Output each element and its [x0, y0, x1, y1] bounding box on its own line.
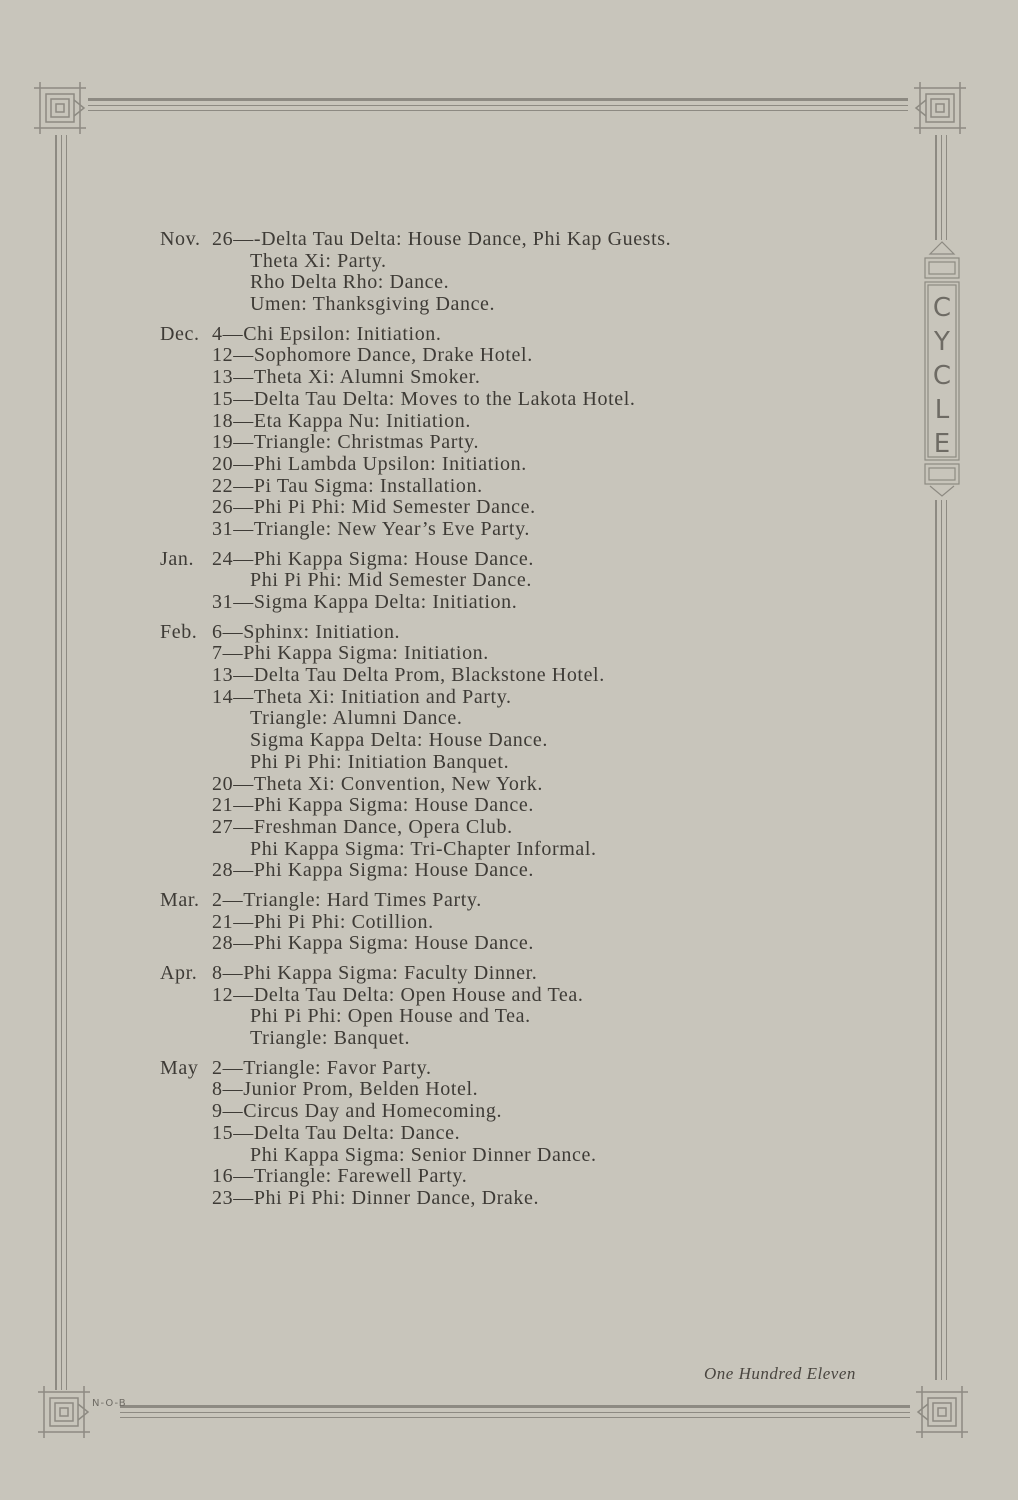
- event-description: Theta Xi: Alumni Smoker.: [253, 366, 481, 389]
- event-text: [212, 665, 880, 687]
- calendar-entry: [160, 454, 880, 476]
- month-block: [160, 963, 880, 1050]
- event-description: Phi Pi Phi: Mid Semester Dance.: [250, 569, 532, 592]
- calendar-entry: [160, 774, 880, 796]
- month-label: Feb.: [160, 620, 198, 643]
- calendar-entry: [160, 294, 880, 316]
- month-label: [160, 912, 212, 934]
- corner-ornament-bottom-right: [914, 1384, 970, 1440]
- event-description: -Delta Tau Delta: House Dance, Phi Kap Guests.: [253, 228, 672, 250]
- month-label: Nov.: [160, 228, 201, 250]
- event-description: Triangle: Farewell Party.: [253, 1165, 468, 1188]
- event-day: 21—: [212, 794, 254, 817]
- event-text: [212, 519, 880, 541]
- month-label: [160, 985, 212, 1007]
- event-text: [212, 1006, 880, 1028]
- event-description: Chi Epsilon: Initiation.: [243, 322, 442, 345]
- event-day: 26—: [212, 228, 254, 250]
- event-day: 14—: [212, 685, 254, 708]
- event-day: 13—: [212, 366, 254, 389]
- event-text: [212, 708, 880, 730]
- calendar-entry: [160, 985, 880, 1007]
- event-day: 7—: [212, 642, 244, 665]
- event-text: [212, 229, 880, 251]
- event-description: Phi Kappa Sigma: House Dance.: [253, 547, 534, 570]
- month-label: [160, 389, 212, 411]
- event-day: 15—: [212, 1121, 254, 1144]
- event-text: [212, 687, 880, 709]
- month-block: [160, 622, 880, 882]
- event-day: 31—: [212, 517, 254, 540]
- event-description: Junior Prom, Belden Hotel.: [243, 1078, 479, 1101]
- month-label: [160, 774, 212, 796]
- calendar-entry: [160, 592, 880, 614]
- bottom-border: [120, 1405, 910, 1408]
- month-label: [160, 1188, 212, 1210]
- month-label: [160, 795, 212, 817]
- calendar-entry: [160, 272, 880, 294]
- event-text: [212, 592, 880, 614]
- event-description: Pi Tau Sigma: Installation.: [253, 474, 483, 497]
- calendar-entry: [160, 1101, 880, 1123]
- calendar-entry: [160, 665, 880, 687]
- calendar-entry: [160, 1079, 880, 1101]
- event-day: 2—: [212, 1056, 244, 1079]
- event-text: [212, 912, 880, 934]
- event-description: Circus Day and Homecoming.: [243, 1100, 503, 1123]
- event-text: [212, 985, 880, 1007]
- event-text: [212, 1101, 880, 1123]
- event-description: Freshman Dance, Opera Club.: [253, 815, 513, 838]
- calendar-entry: [160, 1006, 880, 1028]
- month-label: [160, 665, 212, 687]
- month-label: Dec.: [160, 322, 200, 345]
- month-label: [160, 411, 212, 433]
- cycle-letter: L: [934, 395, 950, 425]
- calendar-entry: [160, 933, 880, 955]
- cycle-letter: C: [932, 293, 952, 323]
- event-description: Triangle: Alumni Dance.: [250, 707, 463, 730]
- month-label: [160, 454, 212, 476]
- month-label: May: [160, 1056, 199, 1079]
- cycle-side-panel: [922, 240, 962, 498]
- calendar-entry: [160, 324, 880, 346]
- bottom-border-inner2: [120, 1417, 910, 1418]
- event-text: [212, 476, 880, 498]
- event-text: [212, 860, 880, 882]
- month-block: [160, 324, 880, 541]
- event-text: [212, 795, 880, 817]
- calendar-entry: [160, 570, 880, 592]
- event-day: 20—: [212, 452, 254, 475]
- event-text: [212, 411, 880, 433]
- event-description: Theta Xi: Party.: [250, 249, 387, 272]
- event-description: Delta Tau Delta Prom, Blackstone Hotel.: [253, 664, 605, 687]
- month-block: [160, 549, 880, 614]
- left-border: [55, 135, 57, 1390]
- event-text: [212, 432, 880, 454]
- event-day: 8—: [212, 1078, 244, 1101]
- artist-initials: N-O-B: [92, 1398, 127, 1409]
- event-day: 18—: [212, 409, 254, 432]
- calendar-entry: [160, 622, 880, 644]
- right-border: [935, 135, 937, 240]
- event-description: Phi Kappa Sigma: Faculty Dinner.: [243, 962, 538, 984]
- top-border: [88, 98, 908, 101]
- event-description: Phi Kappa Sigma: House Dance.: [253, 932, 534, 955]
- event-text: [212, 817, 880, 839]
- top-border-inner2: [88, 110, 908, 111]
- event-description: Umen: Thanksgiving Dance.: [250, 293, 496, 316]
- event-description: Phi Kappa Sigma: House Dance.: [253, 859, 534, 882]
- month-label: [160, 1145, 212, 1167]
- event-day: 20—: [212, 772, 254, 795]
- month-label: [160, 933, 212, 955]
- month-block: [160, 229, 880, 316]
- month-label: [160, 687, 212, 709]
- event-description: Phi Kappa Sigma: House Dance.: [253, 794, 534, 817]
- event-description: Triangle: New Year’s Eve Party.: [253, 517, 530, 540]
- event-text: [212, 367, 880, 389]
- month-label: Mar.: [160, 888, 200, 911]
- calendar-entry: [160, 687, 880, 709]
- calendar-entry: [160, 1188, 880, 1210]
- event-description: Phi Pi Phi: Dinner Dance, Drake.: [253, 1186, 540, 1209]
- event-text: [212, 933, 880, 955]
- event-text: [212, 389, 880, 411]
- month-label: [160, 570, 212, 592]
- corner-ornament-top-left: [32, 80, 88, 136]
- month-label: [160, 432, 212, 454]
- calendar-entry: [160, 817, 880, 839]
- event-text: [212, 963, 880, 985]
- event-description: Phi Kappa Sigma: Tri-Chapter Informal.: [250, 837, 597, 860]
- month-label: [160, 497, 212, 519]
- event-text: [212, 1058, 880, 1080]
- event-description: Sigma Kappa Delta: House Dance.: [250, 729, 548, 752]
- calendar-entry: [160, 839, 880, 861]
- event-text: [212, 890, 880, 912]
- event-description: Sophomore Dance, Drake Hotel.: [253, 344, 533, 367]
- event-day: 23—: [212, 1186, 254, 1209]
- calendar-entry: [160, 1166, 880, 1188]
- event-description: Triangle: Christmas Party.: [253, 431, 480, 454]
- calendar-entry: [160, 389, 880, 411]
- month-label: [160, 1101, 212, 1123]
- event-text: [212, 570, 880, 592]
- calendar-entry: [160, 549, 880, 571]
- event-description: Delta Tau Delta: Dance.: [253, 1121, 461, 1144]
- calendar-entry: [160, 345, 880, 367]
- month-label: [160, 1079, 212, 1101]
- event-text: [212, 752, 880, 774]
- top-border-inner: [88, 105, 908, 106]
- calendar-entry: [160, 1028, 880, 1050]
- event-day: 28—: [212, 932, 254, 955]
- calendar-entry: [160, 890, 880, 912]
- right-border-inner2-b: [946, 500, 947, 1380]
- right-border-inner: [941, 135, 942, 240]
- cycle-letter: Y: [934, 327, 950, 357]
- event-day: 27—: [212, 815, 254, 838]
- event-day: 26—: [212, 496, 254, 519]
- calendar-entry: [160, 229, 880, 251]
- calendar-entry: [160, 411, 880, 433]
- event-description: Phi Lambda Upsilon: Initiation.: [253, 452, 527, 475]
- page-number: One Hundred Eleven: [704, 1364, 856, 1383]
- month-label: [160, 519, 212, 541]
- event-text: [212, 730, 880, 752]
- event-description: Theta Xi: Initiation and Party.: [253, 685, 512, 708]
- calendar-entry: [160, 795, 880, 817]
- event-day: 28—: [212, 859, 254, 882]
- month-block: [160, 890, 880, 955]
- event-description: Delta Tau Delta: Moves to the Lakota Hotel.: [253, 387, 636, 410]
- event-text: [212, 774, 880, 796]
- event-description: Rho Delta Rho: Dance.: [250, 271, 450, 294]
- calendar-entry: [160, 1145, 880, 1167]
- calendar-entry: [160, 752, 880, 774]
- month-label: [160, 839, 212, 861]
- calendar-entry: [160, 643, 880, 665]
- month-label: [160, 708, 212, 730]
- event-description: Eta Kappa Nu: Initiation.: [253, 409, 471, 432]
- event-description: Triangle: Banquet.: [250, 1027, 411, 1050]
- event-text: [212, 251, 880, 273]
- event-text: [212, 1166, 880, 1188]
- event-description: Triangle: Favor Party.: [243, 1056, 432, 1079]
- calendar-entry: [160, 1058, 880, 1080]
- event-day: 6—: [212, 620, 244, 643]
- event-text: [212, 272, 880, 294]
- event-description: Delta Tau Delta: Open House and Tea.: [253, 983, 584, 1006]
- right-border-b: [935, 500, 937, 1380]
- event-description: Phi Pi Phi: Mid Semester Dance.: [253, 496, 536, 519]
- month-label: [160, 367, 212, 389]
- event-description: Phi Pi Phi: Cotillion.: [253, 910, 434, 933]
- calendar-entry: [160, 1123, 880, 1145]
- month-label: [160, 1006, 212, 1028]
- event-text: [212, 345, 880, 367]
- month-label: [160, 730, 212, 752]
- event-day: 8—: [212, 962, 244, 984]
- month-label: [160, 592, 212, 614]
- calendar-entry: [160, 963, 880, 985]
- event-day: 2—: [212, 888, 244, 911]
- month-label: Apr.: [160, 962, 198, 984]
- month-label: [160, 1028, 212, 1050]
- month-label: [160, 1166, 212, 1188]
- calendar-entry: [160, 860, 880, 882]
- left-border-inner2: [66, 135, 67, 1390]
- event-day: 24—: [212, 547, 254, 570]
- event-day: 12—: [212, 983, 254, 1006]
- social-calendar: [160, 229, 880, 1218]
- event-text: [212, 1145, 880, 1167]
- month-label: [160, 1123, 212, 1145]
- event-text: [212, 622, 880, 644]
- event-day: 21—: [212, 910, 254, 933]
- calendar-entry: [160, 367, 880, 389]
- event-day: 13—: [212, 664, 254, 687]
- event-text: [212, 1188, 880, 1210]
- event-description: Theta Xi: Convention, New York.: [253, 772, 543, 795]
- event-description: Triangle: Hard Times Party.: [243, 888, 482, 911]
- event-text: [212, 1079, 880, 1101]
- event-text: [212, 324, 880, 346]
- event-text: [212, 1123, 880, 1145]
- cycle-letter: E: [933, 429, 951, 459]
- month-label: [160, 272, 212, 294]
- month-label: [160, 294, 212, 316]
- right-border-inner2: [946, 135, 947, 240]
- month-label: [160, 251, 212, 273]
- calendar-entry: [160, 476, 880, 498]
- event-description: Sigma Kappa Delta: Initiation.: [253, 591, 518, 613]
- month-label: [160, 752, 212, 774]
- corner-ornament-top-right: [912, 80, 968, 136]
- month-label: [160, 860, 212, 882]
- calendar-entry: [160, 519, 880, 541]
- event-text: [212, 294, 880, 316]
- month-label: [160, 345, 212, 367]
- event-day: 15—: [212, 387, 254, 410]
- month-label: Jan.: [160, 547, 195, 570]
- calendar-entry: [160, 251, 880, 273]
- event-description: Phi Pi Phi: Open House and Tea.: [250, 1005, 531, 1028]
- corner-ornament-bottom-left: [36, 1384, 92, 1440]
- month-block: [160, 1058, 880, 1210]
- event-text: [212, 1028, 880, 1050]
- bottom-border-inner: [120, 1412, 910, 1413]
- calendar-entry: [160, 912, 880, 934]
- event-description: Sphinx: Initiation.: [243, 620, 401, 643]
- calendar-entry: [160, 708, 880, 730]
- calendar-entry: [160, 497, 880, 519]
- right-border-inner-b: [941, 500, 942, 1380]
- event-text: [212, 549, 880, 571]
- event-description: Phi Kappa Sigma: Initiation.: [243, 642, 489, 665]
- event-day: 19—: [212, 431, 254, 454]
- cycle-letter: C: [932, 361, 952, 391]
- calendar-entry: [160, 432, 880, 454]
- event-text: [212, 839, 880, 861]
- calendar-entry: [160, 730, 880, 752]
- event-text: [212, 497, 880, 519]
- month-label: [160, 817, 212, 839]
- month-label: [160, 643, 212, 665]
- event-description: Phi Pi Phi: Initiation Banquet.: [250, 750, 510, 773]
- left-border-inner: [61, 135, 62, 1390]
- event-day: 16—: [212, 1165, 254, 1188]
- event-description: Phi Kappa Sigma: Senior Dinner Dance.: [250, 1143, 597, 1166]
- event-text: [212, 454, 880, 476]
- event-day: 9—: [212, 1100, 244, 1123]
- event-day: 22—: [212, 474, 254, 497]
- month-label: [160, 476, 212, 498]
- event-day: 12—: [212, 344, 254, 367]
- event-text: [212, 643, 880, 665]
- event-day: 31—: [212, 591, 254, 613]
- event-day: 4—: [212, 322, 244, 345]
